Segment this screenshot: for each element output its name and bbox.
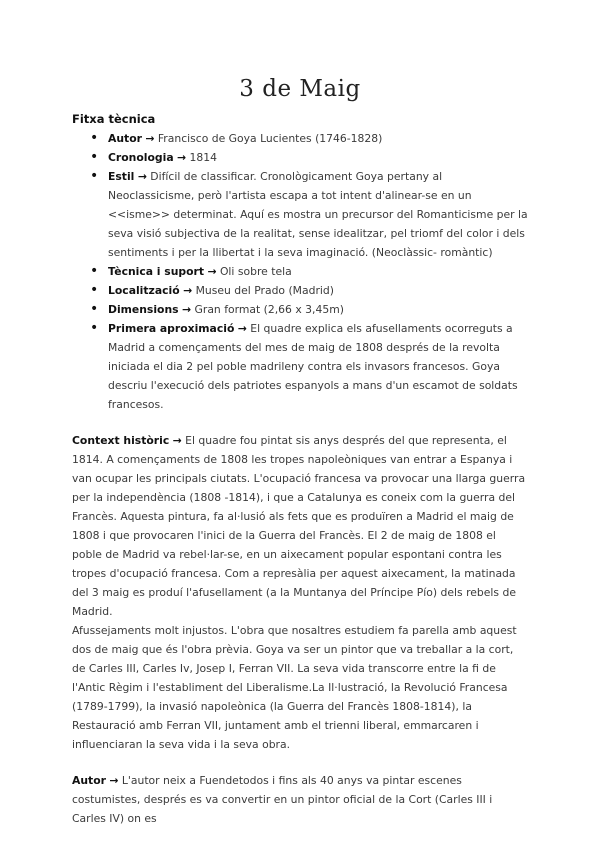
fitxa-key: Localització [108, 284, 180, 297]
autor-text: L'autor neix a Fuendetodos i fins als 40 anys va pintar escenes costumistes, després es va convertir en un pintor oficial de la Cort (Carles III i Carles IV) on es [72, 774, 493, 825]
arrow-icon: → [182, 303, 192, 316]
fitxa-key: Dimensions [108, 303, 179, 316]
fitxa-item-localitzacio [90, 281, 528, 300]
fitxa-key: Estil [108, 170, 135, 183]
fitxa-item-tecnica [90, 262, 528, 281]
fitxa-value: Gran format (2,66 x 3,45m) [194, 303, 344, 316]
fitxa-key: Tècnica i suport [108, 265, 205, 278]
fitxa-key: Autor [108, 132, 142, 145]
fitxa-key: Cronologia [108, 151, 174, 164]
fitxa-item-autor [90, 129, 528, 148]
fitxa-value: El quadre explica els afusellaments ocorreguts a Madrid a començaments del mes de maig de 1808 després de la revolta iniciada el dia 2 pel poble madrileny contra els invasors francesos. Goya descriu l'execució dels patriotes espanyols a mans d'un escamot de soldats francesos. [108, 322, 518, 411]
arrow-icon: → [237, 322, 247, 335]
fitxa-value: Difícil de classificar. Cronològicament Goya pertany al Neoclassicisme, però l'artista escapa a tot intent d'alinear-se en un <<isme>> determinat. Aquí es mostra un precursor del Romanticisme per la seva visió subjectiva de la realitat, sense idealitzar, pel triomf del color i dels sentiments i per la llibertat i la seva imaginació. (Neoclàssic- romàntic) [108, 170, 528, 259]
context-paragraph [72, 431, 528, 621]
fitxa-item-primera-aproximacio [90, 319, 528, 414]
fitxa-value: 1814 [189, 151, 218, 164]
arrow-icon: → [137, 170, 147, 183]
autor-key: Autor [72, 774, 106, 787]
arrow-icon: → [177, 151, 187, 164]
arrow-icon: → [172, 434, 182, 447]
arrow-icon: → [109, 774, 119, 787]
arrow-icon: → [207, 265, 217, 278]
fitxa-value: Oli sobre tela [219, 265, 292, 278]
fitxa-list [72, 129, 528, 414]
fitxa-item-dimensions [90, 300, 528, 319]
fitxa-value: Museu del Prado (Madrid) [195, 284, 334, 297]
fitxa-value: Francisco de Goya Lucientes (1746-1828) [157, 132, 383, 145]
autor-paragraph [72, 771, 528, 828]
fitxa-heading: Fitxa tècnica [72, 112, 156, 126]
fitxa-item-cronologia [90, 148, 528, 167]
page-title: 3 de Maig [239, 76, 361, 102]
fitxa-key: Primera aproximació [108, 322, 235, 335]
context-key: Context històric [72, 434, 170, 447]
fitxa-item-estil [90, 167, 528, 262]
context-paragraph-2: Afussejaments molt injustos. L'obra que nosaltres estudiem fa parella amb aquest dos de maig que és l'obra prèvia. Goya va ser un pintor que va treballar a la cort, de Carles III, Carles Iv, Josep I, Ferran VII. La seva vida transcorre entre la fi de l'Antic Règim i l'establiment del Liberalisme.La Il·lustració, la Revolució Francesa (1789-1799), la invasió napoleònica (la Guerra del Francès 1808-1814), la Restauració amb Ferran VII, juntament amb el trienni liberal, emmarcaren i influenciaran la seva vida i la seva obra. [72, 624, 517, 751]
arrow-icon: → [183, 284, 193, 297]
arrow-icon: → [145, 132, 155, 145]
context-text: El quadre fou pintat sis anys després del que representa, el 1814. A començaments de 1808 les tropes napoleòniques van entrar a Espanya i van ocupar les principals ciutats. L'ocupació francesa va provocar una llarga guerra per la independència (1808 -1814), i que a Catalunya es coneix com la guerra del Francès. Aquesta pintura, fa al·lusió als fets que es produïren a Madrid el maig de 1808 i que provocaren l'inici de la Guerra del Francès. El 2 de maig de 1808 el poble de Madrid va rebel·lar-se, en un aixecament popular espontani contra les tropes d'ocupació francesa. Com a represàlia per aquest aixecament, la matinada del 3 maig es produí l'afusellament (a la Muntanya del Príncipe Pío) dels rebels de Madrid. [72, 434, 526, 618]
